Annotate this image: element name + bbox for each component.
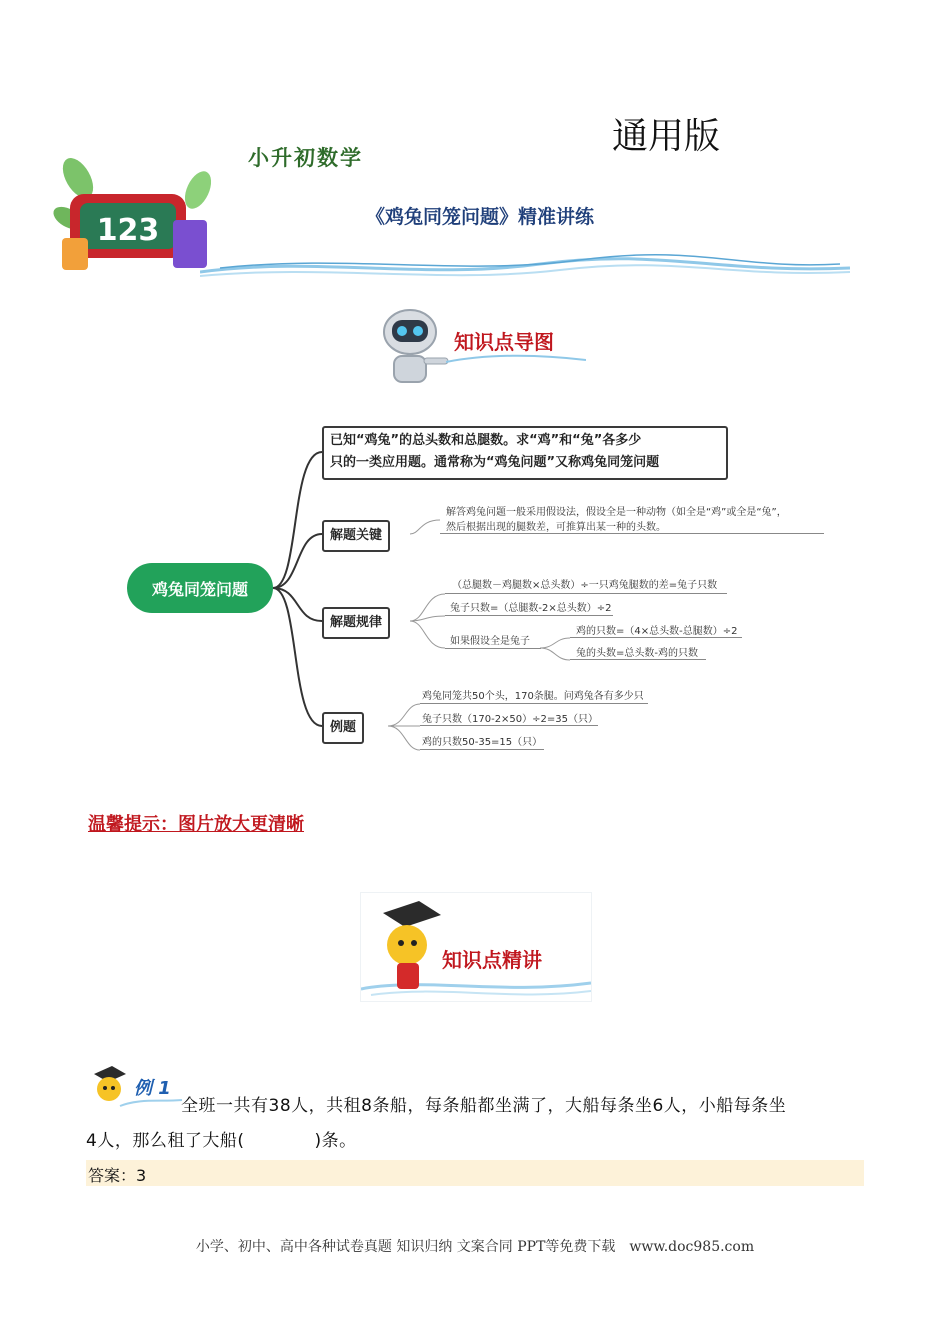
answer-highlight (86, 1160, 864, 1186)
logo-number: 123 (96, 213, 160, 248)
key-text-line: 然后根据出现的腿数差，可推算出某一种的头数。 (446, 522, 666, 533)
zoom-tip: 温馨提示：图片放大更清晰 (88, 814, 304, 835)
leaf-underline (420, 703, 648, 704)
leaf-underline (445, 593, 727, 594)
subject-title: 小升初数学 (248, 146, 363, 170)
branch-key: 解题关键 (322, 520, 390, 552)
leaf-underline (420, 725, 598, 726)
leaf-underline (445, 615, 613, 616)
question-line: 全班一共有38人，共租8条船，每条船都坐满了，大船每条坐6人，小船每条坐 (181, 1096, 787, 1116)
leaf-underline (445, 648, 541, 649)
leaf-underline (570, 637, 742, 638)
leaf-underline (570, 659, 706, 660)
example-number-label: 例 1 (134, 1078, 171, 1099)
definition-line: 已知“鸡兔”的总头数和总腿数。求“鸡”和“兔”各多少 (330, 433, 642, 448)
rule-item: 如果假设全是兔子 (450, 636, 530, 647)
example-item: 鸡的只数50-35=15（只） (422, 737, 543, 748)
leaf-underline (420, 749, 544, 750)
branch-example: 例题 (322, 712, 364, 744)
mindmap-root: 鸡兔同笼问题 (127, 563, 273, 613)
explain-section-heading: 知识点精讲 (442, 948, 542, 972)
answer-text: 答案：3 (88, 1166, 147, 1185)
rule-subitem: 兔的头数=总头数-鸡的只数 (576, 648, 698, 659)
definition-box (322, 426, 728, 480)
rule-item: 兔子只数=（总腿数-2×总头数）÷2 (450, 603, 612, 614)
mindmap-section-heading: 知识点导图 (454, 330, 554, 354)
page-footer: 小学、初中、高中各种试卷真题 知识归纳 文案合同 PPT等免费下载 www.doc985.com (195, 1239, 755, 1255)
lesson-title: 《鸡兔同笼问题》精准讲练 (366, 206, 595, 228)
leaf-underline (440, 533, 824, 534)
rule-subitem: 鸡的只数=（4×总头数-总腿数）÷2 (576, 626, 738, 637)
definition-line: 只的一类应用题。通常称为“鸡兔问题”又称鸡兔同笼问题 (330, 455, 660, 470)
question-line: 4人，那么租了大船( )条。 (86, 1131, 357, 1151)
rule-item: （总腿数－鸡腿数×总头数）÷一只鸡兔腿数的差=兔子只数 (452, 580, 718, 591)
key-text-line: 解答鸡兔问题一般采用假设法，假设全是一种动物（如全是“鸡”或全是“兔”， (446, 507, 787, 518)
example-item: 鸡兔同笼共50个头，170条腿。问鸡兔各有多少只 (422, 691, 644, 702)
branch-rules: 解题规律 (322, 607, 390, 639)
example-item: 兔子只数（170-2×50）÷2=35（只） (422, 714, 599, 725)
example-badge (90, 1064, 182, 1110)
edition-label: 通用版 (612, 116, 721, 157)
